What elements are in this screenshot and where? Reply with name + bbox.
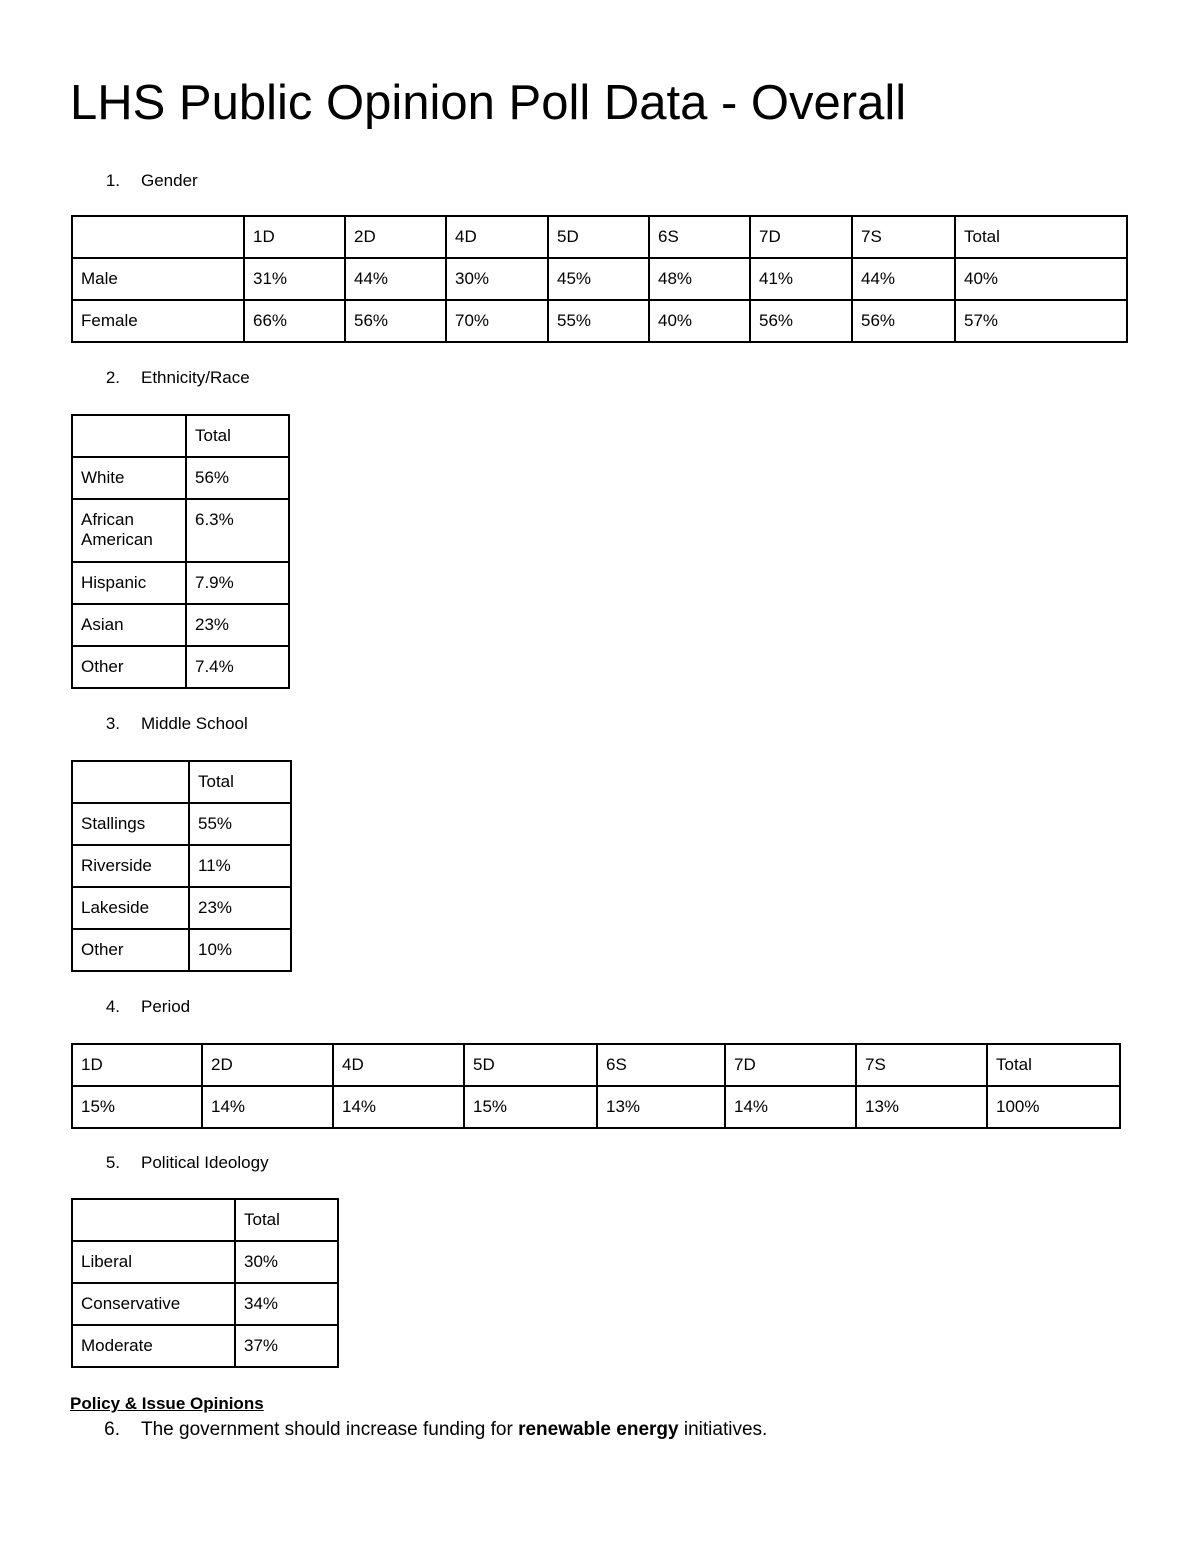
table-row	[72, 646, 289, 688]
row-label-cell: Stallings	[72, 803, 189, 845]
question-text	[141, 1418, 767, 1442]
table-header-cell: 7D	[725, 1044, 856, 1086]
table-row	[72, 1241, 338, 1283]
table-header-cell: 4D	[333, 1044, 464, 1086]
table-row	[72, 1325, 338, 1367]
table-cell: 13%	[856, 1086, 987, 1128]
table-row	[72, 1283, 338, 1325]
table-cell: 44%	[345, 258, 446, 300]
policy-heading: Policy & Issue Opinions	[70, 1394, 264, 1413]
table-header-cell: 5D	[464, 1044, 597, 1086]
row-label-cell: African American	[72, 499, 186, 562]
table-row	[72, 929, 291, 971]
table-header-cell: Total	[955, 216, 1127, 258]
table-header-row	[72, 1199, 338, 1241]
table-header-cell: 6S	[649, 216, 750, 258]
table-cell: 70%	[446, 300, 548, 342]
table-header-cell: Total	[189, 761, 291, 803]
ideology-table	[71, 1198, 339, 1368]
table-cell: 56%	[750, 300, 852, 342]
table-cell: 55%	[548, 300, 649, 342]
table-cell: 6.3%	[186, 499, 289, 562]
table-cell: 40%	[955, 258, 1127, 300]
table-cell: 31%	[244, 258, 345, 300]
row-label-cell: Other	[72, 646, 186, 688]
section-number: 3.	[105, 714, 120, 733]
table-header-cell	[72, 761, 189, 803]
section-number: 5.	[105, 1153, 120, 1172]
row-label-cell: Lakeside	[72, 887, 189, 929]
table-header-row	[72, 1044, 1120, 1086]
table-cell: 13%	[597, 1086, 725, 1128]
table-cell: 14%	[333, 1086, 464, 1128]
table-cell: 40%	[649, 300, 750, 342]
row-label-cell: White	[72, 457, 186, 499]
table-row	[72, 1086, 1120, 1128]
table-cell: 57%	[955, 300, 1127, 342]
table-cell: 30%	[446, 258, 548, 300]
row-label-cell: Riverside	[72, 845, 189, 887]
period-table	[71, 1043, 1121, 1129]
row-label-cell: Other	[72, 929, 189, 971]
table-header-cell: 1D	[244, 216, 345, 258]
table-header-cell: 7S	[856, 1044, 987, 1086]
table-header-cell: 2D	[202, 1044, 333, 1086]
table-header-cell	[72, 216, 244, 258]
table-cell: 66%	[244, 300, 345, 342]
table-header-cell: Total	[186, 415, 289, 457]
table-cell: 34%	[235, 1283, 338, 1325]
table-cell: 14%	[202, 1086, 333, 1128]
table-cell: 55%	[189, 803, 291, 845]
table-row	[72, 258, 1127, 300]
table-header-row	[72, 415, 289, 457]
table-cell: 56%	[852, 300, 955, 342]
row-label-cell: Female	[72, 300, 244, 342]
page-title: LHS Public Opinion Poll Data - Overall	[70, 76, 907, 130]
table-header-cell: 5D	[548, 216, 649, 258]
table-header-cell: Total	[235, 1199, 338, 1241]
table-row	[72, 845, 291, 887]
section-label: Period	[141, 997, 191, 1016]
section-label: Gender	[141, 171, 198, 190]
table-row	[72, 499, 289, 562]
table-header-cell: Total	[987, 1044, 1120, 1086]
table-cell: 23%	[186, 604, 289, 646]
section-label: Middle School	[141, 714, 248, 733]
table-cell: 56%	[186, 457, 289, 499]
question-text-after: initiatives.	[678, 1419, 768, 1440]
table-header-row	[72, 216, 1127, 258]
table-row	[72, 457, 289, 499]
table-row	[72, 803, 291, 845]
table-header-cell: 1D	[72, 1044, 202, 1086]
section-label: Political Ideology	[141, 1153, 269, 1172]
section-number: 1.	[105, 171, 120, 190]
table-header-cell: 6S	[597, 1044, 725, 1086]
table-header-cell: 4D	[446, 216, 548, 258]
table-cell: 23%	[189, 887, 291, 929]
section-label: Ethnicity/Race	[141, 368, 250, 387]
row-label-cell: Asian	[72, 604, 186, 646]
row-label-cell: Liberal	[72, 1241, 235, 1283]
table-cell: 41%	[750, 258, 852, 300]
table-cell: 37%	[235, 1325, 338, 1367]
question-number: 6.	[104, 1419, 120, 1440]
table-cell: 7.9%	[186, 562, 289, 604]
section-number: 2.	[105, 368, 120, 387]
gender-table	[71, 215, 1128, 343]
question-text-before: The government should increase funding for	[141, 1419, 519, 1440]
row-label-cell: Male	[72, 258, 244, 300]
table-row	[72, 300, 1127, 342]
table-header-cell: 2D	[345, 216, 446, 258]
row-label-cell: Moderate	[72, 1325, 235, 1367]
table-header-cell: 7S	[852, 216, 955, 258]
table-row	[72, 562, 289, 604]
row-label-cell: Hispanic	[72, 562, 186, 604]
ethnicity-table	[71, 414, 290, 689]
table-header-row	[72, 761, 291, 803]
section-number: 4.	[105, 997, 120, 1016]
table-cell: 100%	[987, 1086, 1120, 1128]
table-cell: 48%	[649, 258, 750, 300]
table-header-cell: 7D	[750, 216, 852, 258]
table-cell: 7.4%	[186, 646, 289, 688]
table-row	[72, 887, 291, 929]
table-cell: 11%	[189, 845, 291, 887]
middle-school-table	[71, 760, 292, 972]
table-cell: 14%	[725, 1086, 856, 1128]
table-row	[72, 604, 289, 646]
table-header-cell	[72, 1199, 235, 1241]
table-cell: 45%	[548, 258, 649, 300]
table-cell: 10%	[189, 929, 291, 971]
table-cell: 56%	[345, 300, 446, 342]
row-label-cell: Conservative	[72, 1283, 235, 1325]
question-text-bold: renewable energy	[518, 1419, 679, 1440]
table-header-cell	[72, 415, 186, 457]
table-cell: 44%	[852, 258, 955, 300]
table-cell: 30%	[235, 1241, 338, 1283]
table-cell: 15%	[464, 1086, 597, 1128]
table-cell: 15%	[72, 1086, 202, 1128]
